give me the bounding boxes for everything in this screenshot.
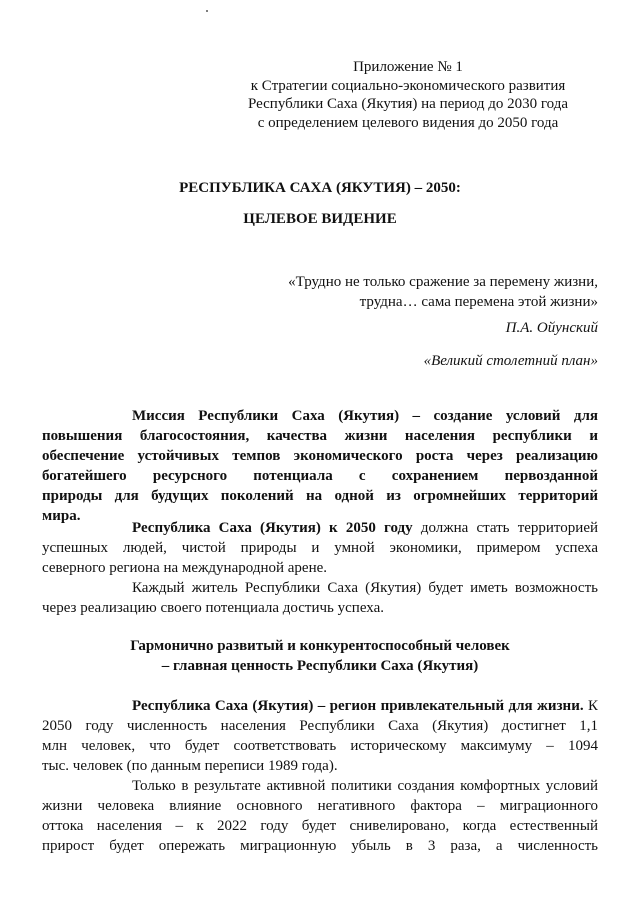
text-line: млн человек, что будет соответствовать историческому максимуму – 1094	[42, 738, 598, 754]
epigraph-author: П.А. Ойунский	[505, 320, 598, 336]
text-line: северного региона на международной арене.	[42, 560, 327, 576]
document-subtitle: ЦЕЛЕВОЕ ВИДЕНИЕ	[243, 211, 397, 227]
scan-speck	[206, 10, 208, 12]
text-line: через реализацию своего потенциала достичь успеха.	[42, 600, 385, 616]
text-line: повышения благосостояния, качества жизни населения республики и	[42, 428, 598, 444]
vision-rest: должна стать территорией	[412, 520, 598, 536]
appendix-header	[238, 58, 578, 132]
text-line	[42, 518, 598, 538]
text-line: мира.	[42, 508, 81, 524]
vision-paragraph	[42, 518, 598, 578]
text-line	[42, 696, 598, 716]
mission-paragraph	[42, 406, 598, 526]
appendix-line: Приложение № 1	[353, 59, 463, 75]
appendix-line: к Стратегии социально-экономического развития	[250, 77, 566, 94]
text-line: оттока населения – к 2022 году будет снивелировано, когда естественный	[42, 818, 598, 834]
text-line: прирост будет опережать миграционную убыль в 3 раза, а численность	[42, 838, 598, 854]
attractive-rest: К	[583, 698, 598, 714]
epigraph-work: «Великий столетний план»	[423, 353, 598, 369]
section-heading	[0, 636, 640, 676]
appendix-line: Республики Саха (Якутия) на период до 2030 года	[247, 96, 569, 112]
text-line: Миссия Республики Саха (Якутия) – создание условий для	[132, 408, 598, 424]
attractive-paragraph	[42, 696, 598, 776]
document-title: РЕСПУБЛИКА САХА (ЯКУТИЯ) – 2050:	[179, 180, 461, 196]
text-line: обеспечение устойчивых темпов экономического роста через реализацию	[42, 448, 598, 464]
text-line: 2050 году численность населения Республики Саха (Якутия) достигнет 1,1	[42, 718, 598, 734]
text-line: природы для будущих поколений на одной из огромнейших территорий	[42, 488, 598, 504]
text-line: богатейшего ресурсного потенциала с сохранением первозданной	[42, 468, 598, 484]
section-heading-line: – главная ценность Республики Саха (Якутия)	[161, 658, 479, 674]
vision-lead: Республика Саха (Якутия) к 2050 году	[132, 520, 413, 536]
appendix-line: с определением целевого видения до 2050 года	[257, 114, 559, 131]
text-line: успешных людей, чистой природы и умной экономики, примером успеха	[42, 540, 598, 556]
epigraph-line: «Трудно не только сражение за перемену жизни,	[288, 274, 598, 290]
text-line: тыс. человек (по данным переписи 1989 года).	[42, 758, 338, 774]
epigraph-line: трудна… сама перемена этой жизни»	[359, 294, 598, 310]
text-line: жизни человека влияние основного негативного фактора – миграционного	[42, 798, 598, 814]
text-line: Каждый житель Республики Саха (Якутия) будет иметь возможность	[132, 580, 598, 596]
migration-paragraph	[42, 776, 598, 856]
text-line: Только в результате активной политики создания комфортных условий	[132, 778, 598, 794]
epigraph	[288, 272, 598, 312]
attractive-lead: Республика Саха (Якутия) – регион привлекательный для жизни.	[132, 698, 584, 714]
resident-paragraph	[42, 578, 598, 618]
section-heading-line: Гармонично развитый и конкурентоспособный человек	[130, 638, 510, 654]
